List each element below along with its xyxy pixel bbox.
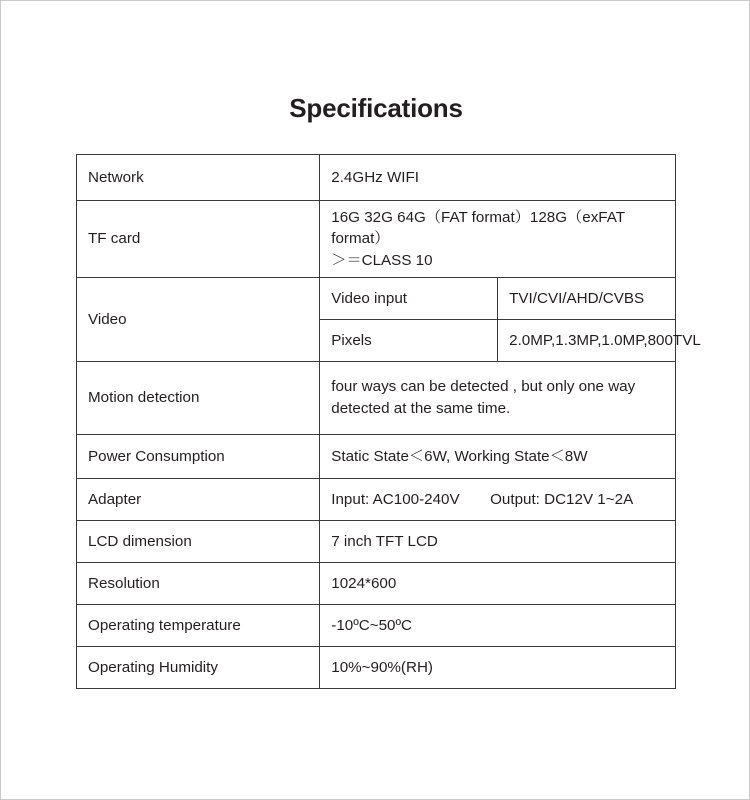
spec-label-network: Network	[77, 155, 320, 201]
spec-value-video-input: TVI/CVI/AHD/CVBS	[498, 278, 676, 320]
table-row	[77, 278, 676, 320]
table-row	[77, 563, 676, 605]
table-row	[77, 435, 676, 479]
table-row	[77, 605, 676, 647]
spec-value-tf-card-line2: ＞＝CLASS 10	[331, 251, 433, 269]
spec-label-operating-humidity: Operating Humidity	[77, 647, 320, 689]
spec-value-pixels: 2.0MP,1.3MP,1.0MP,800TVL	[498, 320, 676, 362]
spec-value-motion-detection-line2: detected at the same time.	[331, 400, 511, 417]
spec-value-adapter-input: Input: AC100-240V	[331, 490, 460, 508]
specifications-table	[76, 154, 701, 689]
spec-value-power-consumption: Static State＜6W, Working State＜8W	[320, 435, 676, 479]
spec-label-tf-card: TF card	[77, 201, 320, 278]
spec-label-power-consumption: Power Consumption	[77, 435, 320, 479]
table-row	[77, 647, 676, 689]
table-row	[77, 362, 676, 435]
table-row	[77, 521, 676, 563]
spec-value-resolution: 1024*600	[320, 563, 676, 605]
spec-value-tf-card	[320, 201, 676, 278]
spec-value-operating-humidity: 10%~90%(RH)	[320, 647, 676, 689]
spec-label-lcd-dimension: LCD dimension	[77, 521, 320, 563]
table-row	[77, 201, 676, 278]
spec-label-video: Video	[77, 278, 320, 362]
spec-value-tf-card-line1: 16G 32G 64G（FAT format）128G（exFAT format）	[331, 208, 625, 248]
spec-value-motion-detection-line1: four ways can be detected , but only one way	[331, 378, 636, 396]
spec-value-motion-detection	[320, 362, 676, 435]
spec-label-operating-temperature: Operating temperature	[77, 605, 320, 647]
spec-value-adapter-output: Output: DC12V 1~2A	[490, 490, 634, 508]
table-row	[77, 155, 676, 201]
spec-sublabel-video-input: Video input	[320, 278, 498, 320]
spec-value-network: 2.4GHz WIFI	[320, 155, 676, 201]
spec-label-resolution: Resolution	[77, 563, 320, 605]
spec-label-motion-detection: Motion detection	[77, 362, 320, 435]
table-row	[77, 479, 676, 521]
spec-label-adapter: Adapter	[77, 479, 320, 521]
spec-value-lcd-dimension: 7 inch TFT LCD	[320, 521, 676, 563]
spec-sublabel-pixels: Pixels	[320, 320, 498, 362]
spec-value-operating-temperature: -10ºC~50ºC	[320, 605, 676, 647]
page-title: Specifications	[289, 93, 463, 123]
spec-value-adapter	[320, 479, 676, 521]
